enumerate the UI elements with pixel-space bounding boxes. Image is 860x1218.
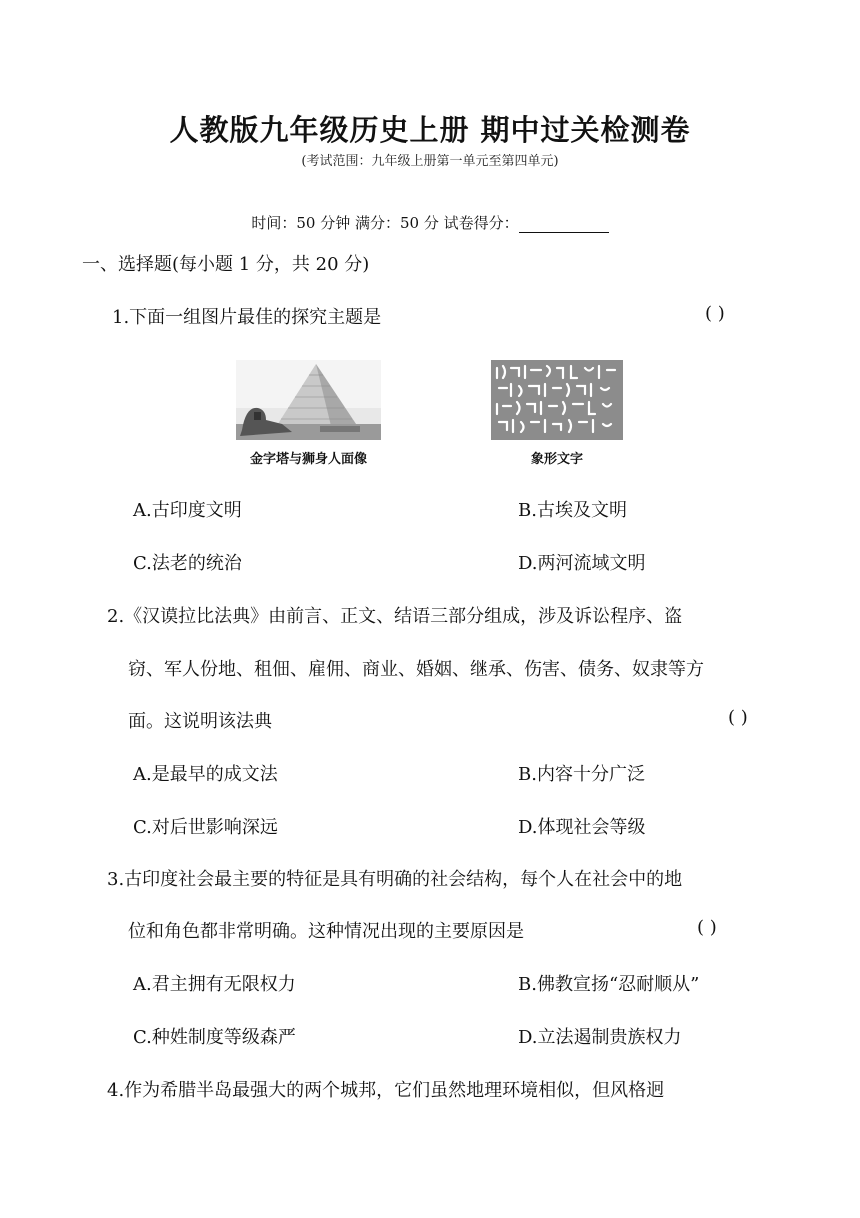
option-b[interactable]: B.内容十分广泛 xyxy=(518,764,645,785)
pyramid-sphinx-image xyxy=(236,360,381,444)
option-d[interactable]: D.体现社会等级 xyxy=(518,817,646,838)
option-c[interactable]: C.种姓制度等级森严 xyxy=(133,1027,296,1048)
question-text: 3.古印度社会最主要的特征是具有明确的社会结构，每个人在社会中的地 xyxy=(107,869,683,890)
option-d[interactable]: D.两河流域文明 xyxy=(518,553,646,574)
figure-caption: 金字塔与狮身人面像 xyxy=(249,452,367,467)
option-b[interactable]: B.佛教宣扬“忍耐顺从” xyxy=(518,974,700,995)
answer-paren[interactable]: ( ) xyxy=(697,917,717,938)
exam-scope: (考试范围：九年级上册第一单元至第四单元) xyxy=(301,154,559,169)
figure-caption: 象形文字 xyxy=(530,452,583,467)
exam-meta-text: 时间：50 分钟 满分：50 分 试卷得分： xyxy=(251,214,519,232)
option-a[interactable]: A.古印度文明 xyxy=(133,500,242,521)
question-text: 位和角色都非常明确。这种情况出现的主要原因是 xyxy=(128,921,524,942)
option-d[interactable]: D.立法遏制贵族权力 xyxy=(518,1027,682,1048)
option-a[interactable]: A.是最早的成文法 xyxy=(133,764,278,785)
hieroglyph-image xyxy=(491,360,623,444)
option-a[interactable]: A.君主拥有无限权力 xyxy=(133,974,296,995)
score-blank[interactable] xyxy=(519,216,609,233)
option-b[interactable]: B.古埃及文明 xyxy=(518,500,627,521)
answer-paren[interactable]: ( ) xyxy=(705,303,725,324)
section-heading: 一、选择题(每小题 1 分，共 20 分) xyxy=(82,254,370,275)
question-text: 1.下面一组图片最佳的探究主题是 xyxy=(112,307,382,328)
question-text: 2.《汉谟拉比法典》由前言、正文、结语三部分组成，涉及诉讼程序、盗 xyxy=(107,606,683,627)
page-title: 人教版九年级历史上册 期中过关检测卷 xyxy=(169,113,691,147)
exam-meta xyxy=(0,212,860,233)
option-c[interactable]: C.法老的统治 xyxy=(133,553,242,574)
question-text: 4.作为希腊半岛最强大的两个城邦，它们虽然地理环境相似，但风格迥 xyxy=(107,1080,665,1101)
option-c[interactable]: C.对后世影响深远 xyxy=(133,817,278,838)
question-text: 面。这说明该法典 xyxy=(128,711,272,732)
question-text: 窃、军人份地、租佃、雇佣、商业、婚姻、继承、伤害、债务、奴隶等方 xyxy=(128,659,704,680)
answer-paren[interactable]: ( ) xyxy=(728,707,748,728)
